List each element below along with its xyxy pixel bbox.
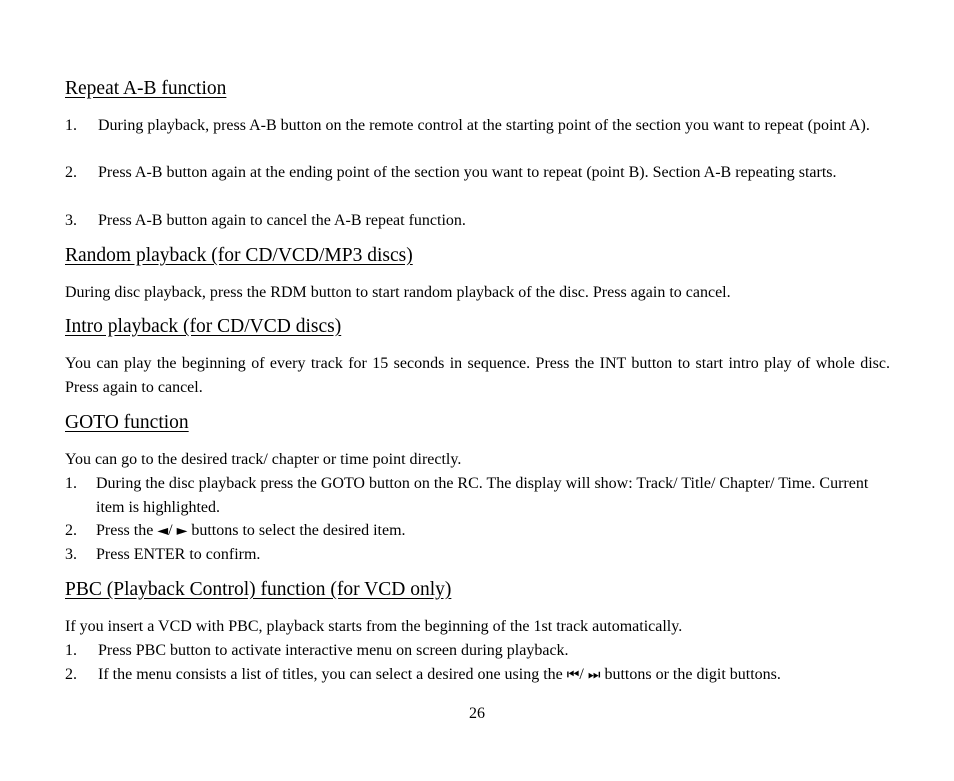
left-arrow-icon: ◄: [157, 523, 169, 539]
paragraph: If you insert a VCD with PBC, playback starts from the beginning of the 1st track automatically.: [65, 618, 683, 635]
item-number: 1.: [65, 642, 77, 659]
item-text: Press ENTER to confirm.: [96, 546, 261, 563]
list-item: [65, 209, 890, 233]
list-item: [65, 114, 890, 138]
item-number: 3.: [65, 212, 77, 229]
right-arrow-icon: ►: [176, 523, 188, 539]
paragraph: During disc playback, press the RDM button to start random playback of the disc. Press again to cancel.: [65, 284, 731, 301]
item-text: If the menu consists a list of titles, you can select a desired one using the ⏮/ ⏭ buttons or the digit buttons.: [98, 666, 781, 683]
heading-pbc-function: PBC (Playback Control) function (for VCD only): [65, 579, 452, 600]
item-text: Press A-B button again to cancel the A-B repeat function.: [98, 212, 466, 229]
item-number: 1.: [65, 475, 77, 492]
item-text: During playback, press A-B button on the remote control at the starting point of the section you want to repeat (point A).: [98, 117, 870, 134]
item-text: Press the ◄/ ► buttons to select the desired item.: [96, 522, 406, 539]
item-text: Press PBC button to activate interactive menu on screen during playback.: [98, 642, 569, 659]
next-track-icon: ⏭: [587, 667, 601, 683]
heading-repeat-ab: Repeat A-B function: [65, 78, 227, 99]
page-number: 26: [469, 705, 485, 722]
item-number: 3.: [65, 546, 77, 563]
item-text: During the disc playback press the GOTO button on the RC. The display will show: Track/ Title/ Chapter/ Time. Current item is highlighted.: [96, 475, 869, 516]
list-item: [65, 639, 890, 663]
paragraph: You can play the beginning of every track for 15 seconds in sequence. Press the INT button to start intro play of whole disc. Press again to cancel.: [65, 355, 890, 396]
item-number: 2.: [65, 522, 77, 539]
item-text: Press A-B button again at the ending point of the section you want to repeat (point B). Section A-B repeating starts.: [98, 164, 837, 181]
item-number: 2.: [65, 666, 77, 683]
heading-intro-playback: Intro playback (for CD/VCD discs): [65, 316, 342, 337]
list-item: [65, 663, 890, 688]
list-item: [65, 472, 890, 519]
paragraph: You can go to the desired track/ chapter or time point directly.: [65, 451, 462, 468]
item-number: 2.: [65, 164, 77, 181]
previous-track-icon: ⏮: [566, 667, 580, 683]
heading-goto-function: GOTO function: [65, 412, 189, 433]
list-item: [65, 161, 890, 185]
list-item: [65, 543, 890, 567]
item-number: 1.: [65, 117, 77, 134]
list-item: [65, 519, 890, 544]
heading-random-playback: Random playback (for CD/VCD/MP3 discs): [65, 245, 413, 266]
